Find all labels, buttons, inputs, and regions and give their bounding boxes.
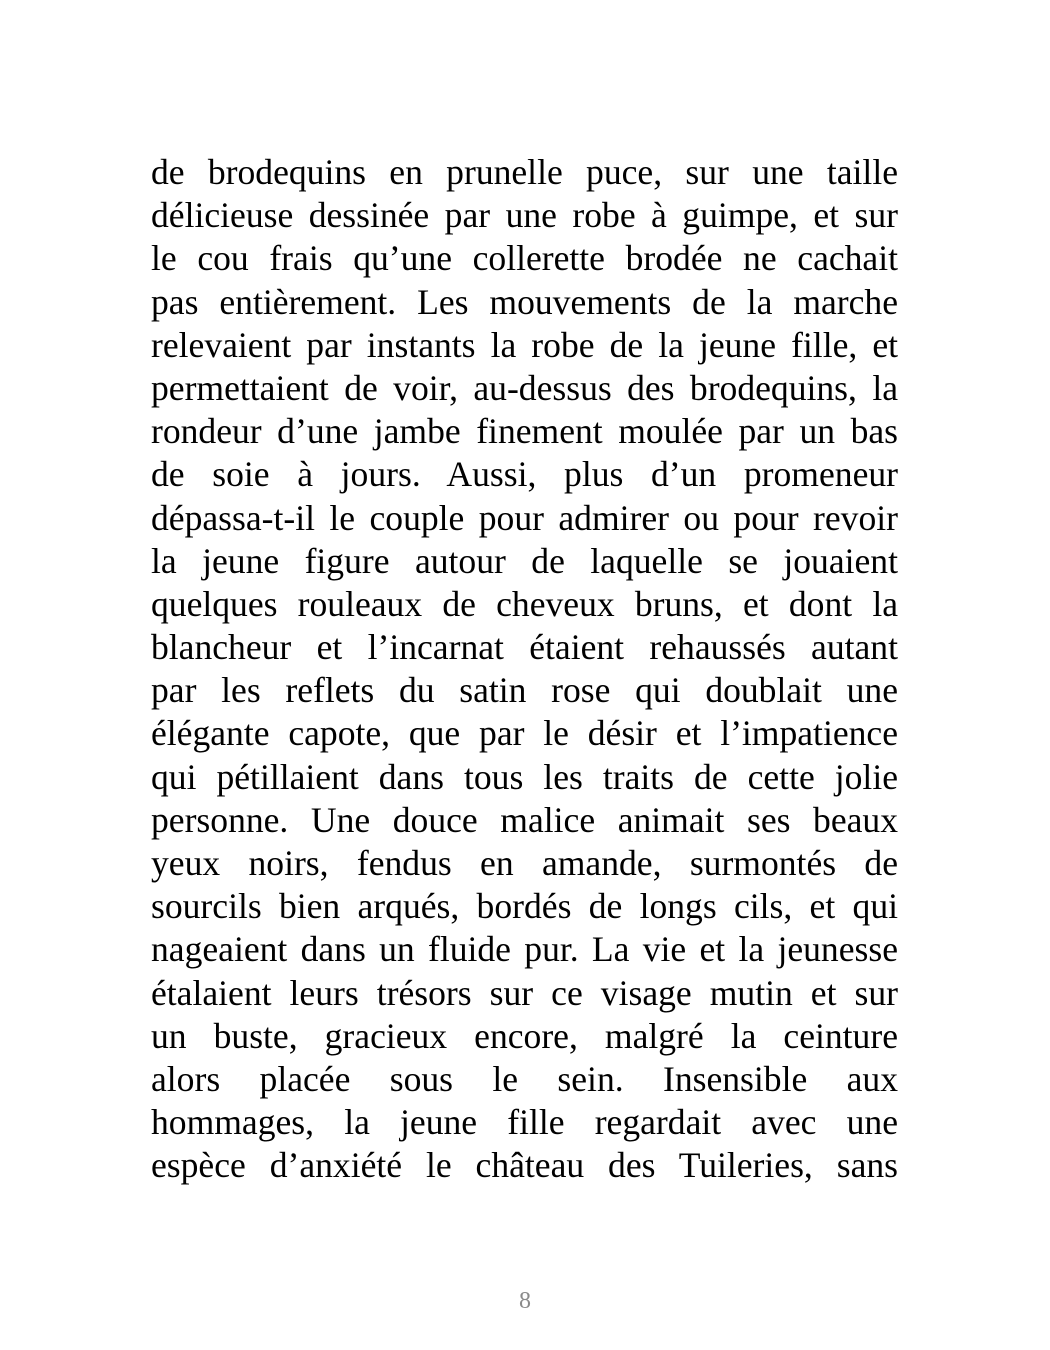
text-line: alors placée sous le sein. Insensible aux <box>151 1058 898 1099</box>
text-line: nageaient dans un fluide pur. La vie et la jeunesse <box>151 929 898 970</box>
text-line: hommages, la jeune fille regardait avec une <box>151 1102 898 1143</box>
text-line: rondeur d’une jambe finement moulée par un bas <box>151 411 898 452</box>
text-line: la jeune figure autour de laquelle se jouaient <box>151 540 898 581</box>
text-line: quelques rouleaux de cheveux bruns, et dont la <box>151 583 898 624</box>
text-line: délicieuse dessinée par une robe à guimpe, et sur <box>151 195 898 236</box>
text-line: pas entièrement. Les mouvements de la marche <box>151 281 898 322</box>
text-line: étalaient leurs trésors sur ce visage mutin et sur <box>151 972 898 1013</box>
text-line: permettaient de voir, au-dessus des brodequins, la <box>151 367 898 408</box>
text-line: espèce d’anxiété le château des Tuileries, sans <box>151 1145 898 1186</box>
text-line: yeux noirs, fendus en amande, surmontés de <box>151 843 898 883</box>
text-line: dépassa-t-il le couple pour admirer ou pour revoir <box>151 497 898 538</box>
text-line: personne. Une douce malice animait ses beaux <box>151 799 898 840</box>
text-line: qui pétillaient dans tous les traits de cette jolie <box>151 756 898 797</box>
page-number: 8 <box>519 1288 531 1314</box>
text-line: le cou frais qu’une collerette brodée ne cachait <box>151 238 898 279</box>
body-text <box>151 151 898 1188</box>
text-line: élégante capote, que par le désir et l’impatience <box>151 713 898 754</box>
text-line: sourcils bien arqués, bordés de longs cils, et qui <box>151 886 898 927</box>
text-line: de brodequins en prunelle puce, sur une taille <box>151 152 898 192</box>
text-line: par les reflets du satin rose qui doublait une <box>151 670 898 711</box>
text-line: blancheur et l’incarnat étaient rehaussés autant <box>151 627 898 668</box>
text-line: relevaient par instants la robe de la jeune fille, et <box>151 324 898 365</box>
text-line: de soie à jours. Aussi, plus d’un promeneur <box>151 454 898 495</box>
text-line: un buste, gracieux encore, malgré la ceinture <box>151 1015 898 1056</box>
